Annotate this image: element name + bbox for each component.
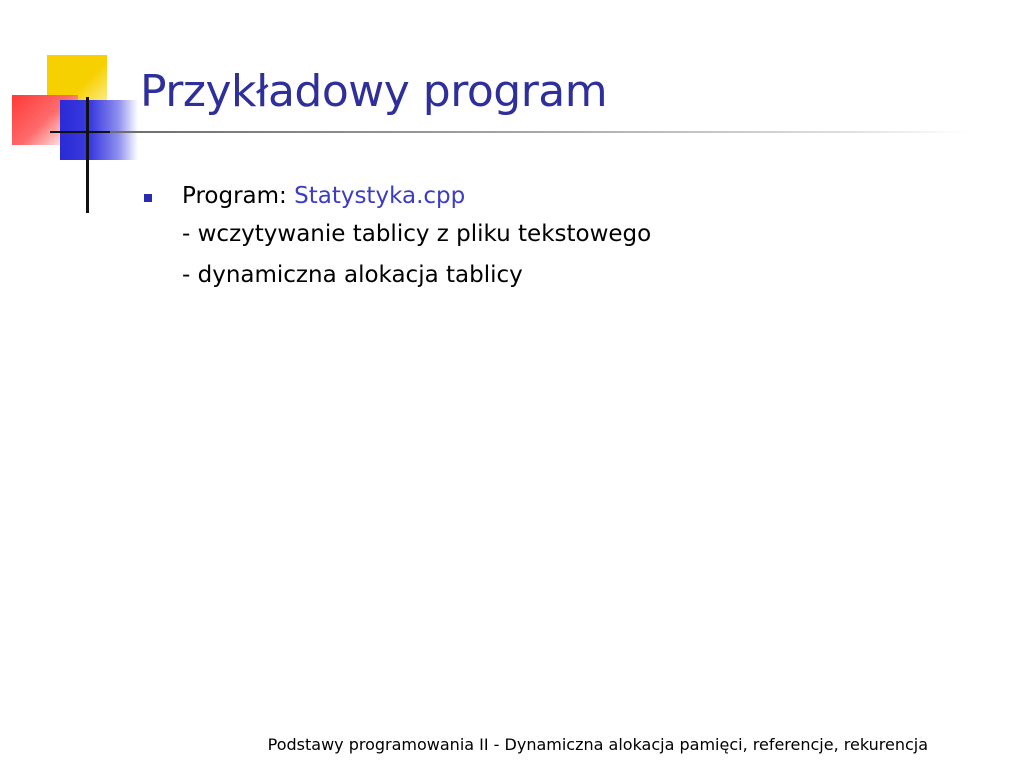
slide-title: Przykładowy program [140,66,608,117]
bullet-text [182,178,465,214]
bullet-item [144,178,984,214]
sub-line-read-file: - wczytywanie tablicy z pliku tekstowego [182,221,652,247]
square-bullet-icon [144,194,152,202]
blue-square [60,100,138,160]
title-underline [110,131,970,133]
bullet-prefix: Program: [182,183,295,209]
slide-content [144,178,984,296]
vertical-line [86,97,89,213]
program-file-link[interactable]: Statystyka.cpp [294,183,466,209]
slide-footer: Podstawy programowania II - Dynamiczna alokacja pamięci, referencje, rekurencja [267,735,928,754]
sub-line-dynamic-allocation: - dynamiczna alokacja tablicy [182,262,523,288]
